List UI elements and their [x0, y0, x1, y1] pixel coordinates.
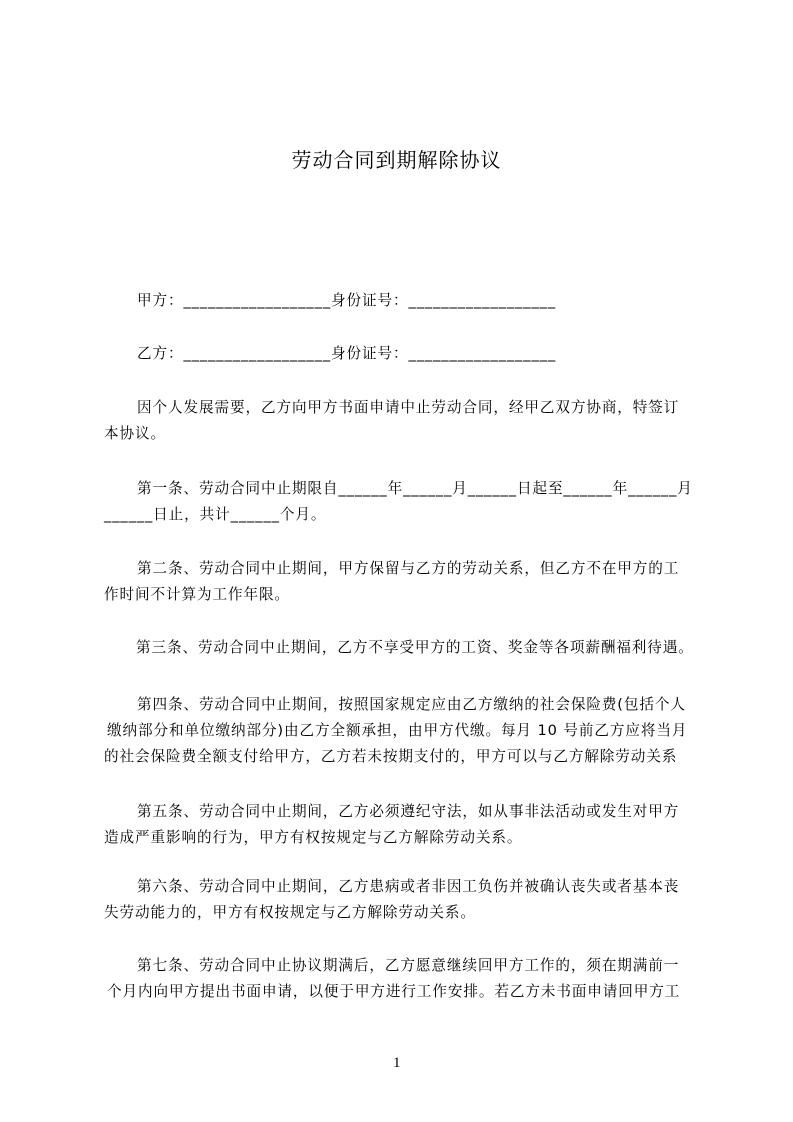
article-3-line: 第三条、劳动合同中止期间，乙方不享受甲方的工资、奖金等各项薪酬福利待遇。: [136, 639, 694, 656]
article-4-line: 的社会保险费全额支付给甲方，乙方若未按期支付的，甲方可以与乙方解除劳动关系: [104, 748, 678, 765]
article-1-line: 第一条、劳动合同中止期限自______年______月______日起至______年______月: [137, 480, 693, 497]
article-7-line: 第七条、劳动合同中止协议期满后，乙方愿意继续回甲方工作的，须在期满前一: [137, 957, 680, 974]
article-4-line: 缴纳部分和单位缴纳部分)由乙方全额承担，由甲方代缴。每月 10 号前乙方应将当月: [107, 722, 688, 739]
article-2-line: 第二条、劳动合同中止期间，甲方保留与乙方的劳动关系，但乙方不在甲方的工: [137, 560, 680, 577]
article-4-line: 第四条、劳动合同中止期间，按照国家规定应由乙方缴纳的社会保险费(包括个人: [137, 696, 686, 713]
party-b-line: 乙方：__________________身份证号：__________________: [137, 345, 557, 362]
article-2-line: 作时间不计算为工作年限。: [104, 586, 290, 603]
document-title: 劳动合同到期解除协议: [291, 148, 502, 172]
page-number: 1: [393, 1055, 401, 1071]
article-1-line: ______日止，共计______个月。: [104, 506, 327, 523]
article-6-line: 失劳动能力的，甲方有权按规定与乙方解除劳动关系。: [104, 904, 476, 921]
preamble-line: 因个人发展需要，乙方向甲方书面申请中止劳动合同，经甲乙双方协商，特签订: [137, 399, 680, 416]
article-5-line: 第五条、劳动合同中止期间，乙方必须遵纪守法，如从事非法活动或发生对甲方: [137, 803, 680, 820]
article-5-line: 造成严重影响的行为，甲方有权按规定与乙方解除劳动关系。: [104, 829, 523, 846]
preamble-line: 本协议。: [104, 425, 166, 442]
article-6-line: 第六条、劳动合同中止期间，乙方患病或者非因工负伤并被确认丧失或者基本丧: [137, 878, 680, 895]
article-7-line: 个月内向甲方提出书面申请，以便于甲方进行工作安排。若乙方未书面申请回甲方工: [107, 983, 681, 1000]
party-a-line: 甲方：__________________身份证号：__________________: [137, 292, 557, 309]
